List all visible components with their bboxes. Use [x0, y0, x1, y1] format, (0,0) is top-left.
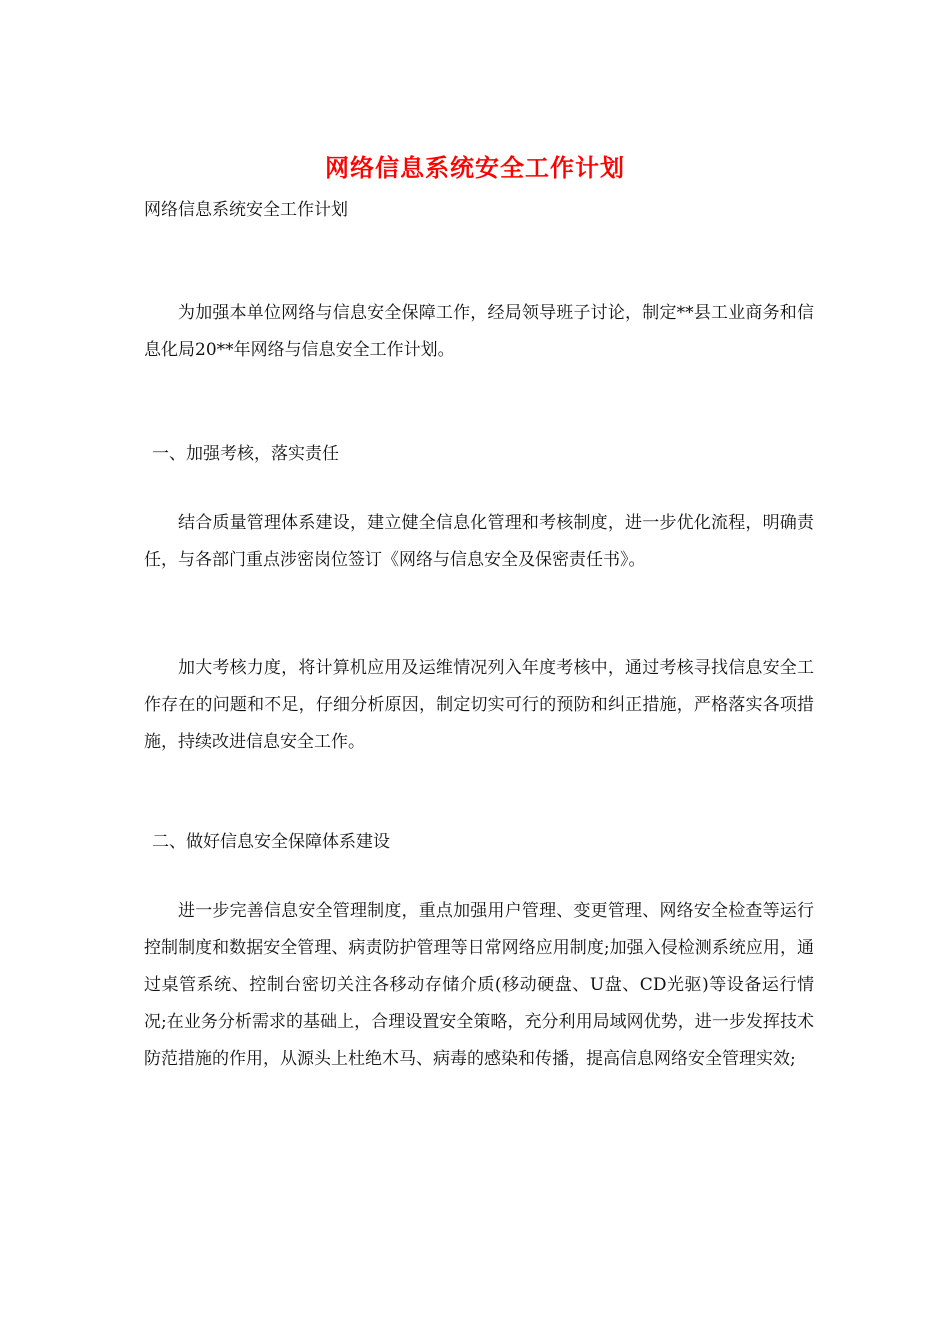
document-subtitle: 网络信息系统安全工作计划: [144, 200, 348, 220]
section-1-heading: 一、加强考核，落实责任: [152, 444, 339, 464]
section-2-heading: 二、做好信息安全保障体系建设: [152, 832, 390, 852]
intro-paragraph: 为加强本单位网络与信息安全保障工作，经局领导班子讨论，制定**县工业商务和信息化局20**年网络与信息安全工作计划。: [144, 303, 814, 360]
section-2-paragraph-1: 进一步完善信息安全管理制度，重点加强用户管理、变更管理、网络安全检查等运行控制制度和数据安全管理、病责防护管理等日常网络应用制度;加强入侵检测系统应用，通过桌管系统、控制台密切关注各移动存储介质(移动硬盘、U盘、CD光驱)等设备运行情况;在业务分析需求的基础上，合理设置安全策略，充分利用局域网优势，进一步发挥技术防范措施的作用，从源头上杜绝木马、病毒的感染和传播，提高信息网络安全管理实效;: [144, 901, 814, 1069]
document-title: 网络信息系统安全工作计划: [325, 153, 625, 182]
section-1-paragraph-1: 结合质量管理体系建设，建立健全信息化管理和考核制度，进一步优化流程，明确责任，与各部门重点涉密岗位签订《网络与信息安全及保密责任书》。: [144, 513, 814, 570]
section-1-paragraph-2: 加大考核力度，将计算机应用及运维情况列入年度考核中，通过考核寻找信息安全工作存在的问题和不足，仔细分析原因，制定切实可行的预防和纠正措施，严格落实各项措施，持续改进信息安全工作。: [144, 658, 814, 752]
